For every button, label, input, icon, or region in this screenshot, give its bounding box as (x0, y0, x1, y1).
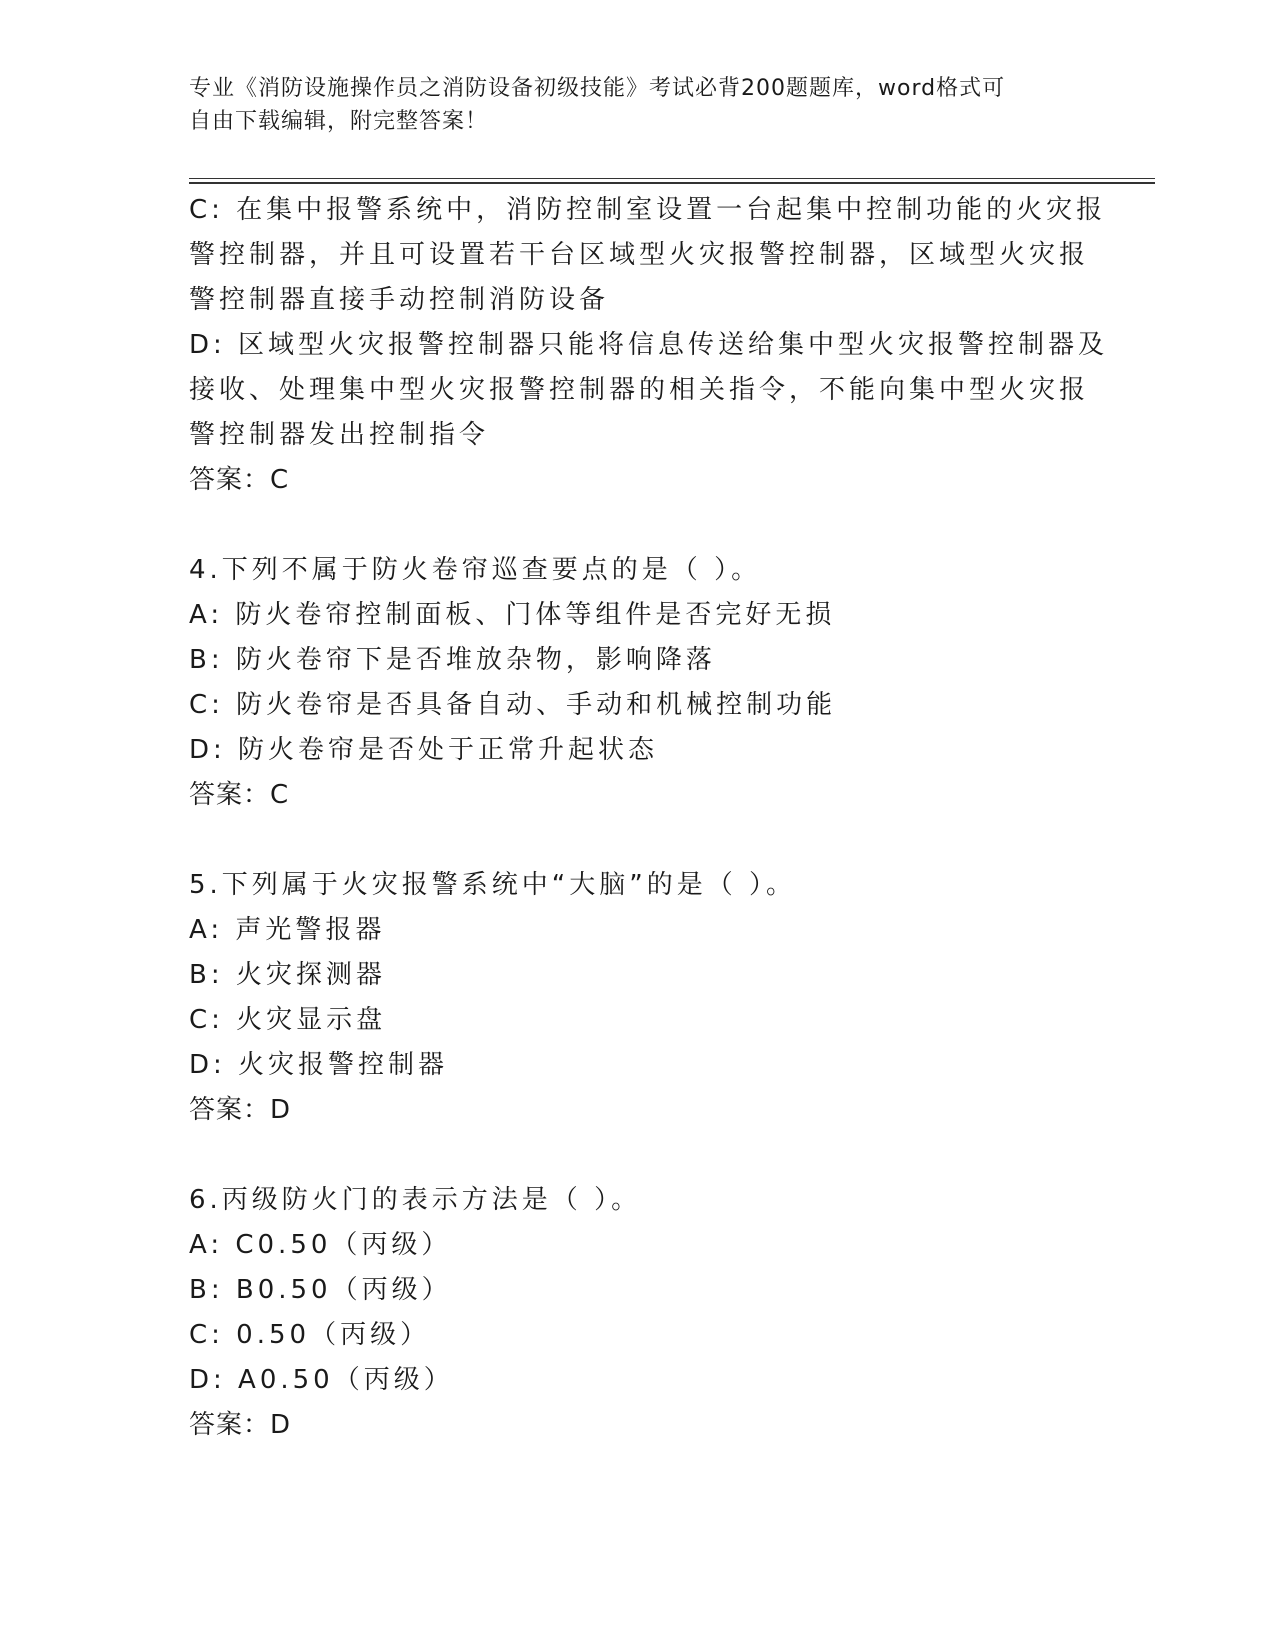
question-3-continuation (189, 188, 1109, 503)
option-a: A: 声光警报器 (189, 915, 386, 945)
option-a: A: C0.50（丙级） (189, 1230, 452, 1260)
document-header (189, 72, 1089, 138)
question-6 (189, 1178, 1089, 1448)
option-d: D: 火灾报警控制器 (189, 1050, 449, 1080)
option-d-line-3: 警控制器发出控制指令 (189, 420, 490, 450)
option-d-line-2: 接收、处理集中型火灾报警控制器的相关指令，不能向集中型火灾报 (189, 375, 1090, 405)
header-divider-thick (189, 182, 1155, 184)
option-b: B: B0.50（丙级） (189, 1275, 452, 1305)
header-line-2: 自由下载编辑，附完整答案！ (189, 109, 489, 134)
answer-line: 答案：D (189, 1410, 292, 1440)
option-c-line-2: 警控制器，并且可设置若干台区域型火灾报警控制器，区域型火灾报 (189, 240, 1090, 270)
answer-line: 答案：C (189, 780, 290, 810)
question-5 (189, 863, 1089, 1133)
option-a: A: 防火卷帘控制面板、门体等组件是否完好无损 (189, 600, 836, 630)
option-c: C: 火灾显示盘 (189, 1005, 387, 1035)
option-d: D: 防火卷帘是否处于正常升起状态 (189, 735, 659, 765)
option-b: B: 防火卷帘下是否堆放杂物，影响降落 (189, 645, 716, 675)
option-c-line-3: 警控制器直接手动控制消防设备 (189, 285, 610, 315)
answer-line: 答案：C (189, 465, 290, 495)
question-stem: 5.下列属于火灾报警系统中“大脑”的是（ ）。 (189, 870, 797, 900)
option-c-line-1: C: 在集中报警系统中，消防控制室设置一台起集中控制功能的火灾报 (189, 195, 1107, 225)
option-c: C: 0.50（丙级） (189, 1320, 431, 1350)
question-stem: 6.丙级防火门的表示方法是（ ）。 (189, 1185, 642, 1215)
option-d: D: A0.50（丙级） (189, 1365, 454, 1395)
header-line-1: 专业《消防设施操作员之消防设备初级技能》考试必背200题题库，word格式可 (189, 76, 1006, 101)
question-4 (189, 548, 1089, 818)
document-body (189, 188, 1109, 1448)
header-divider-thin (189, 178, 1155, 179)
question-stem: 4.下列不属于防火卷帘巡查要点的是（ ）。 (189, 555, 762, 585)
answer-line: 答案：D (189, 1095, 292, 1125)
option-c: C: 防火卷帘是否具备自动、手动和机械控制功能 (189, 690, 837, 720)
option-b: B: 火灾探测器 (189, 960, 386, 990)
option-d-line-1: D: 区域型火灾报警控制器只能将信息传送给集中型火灾报警控制器及 (189, 330, 1109, 360)
